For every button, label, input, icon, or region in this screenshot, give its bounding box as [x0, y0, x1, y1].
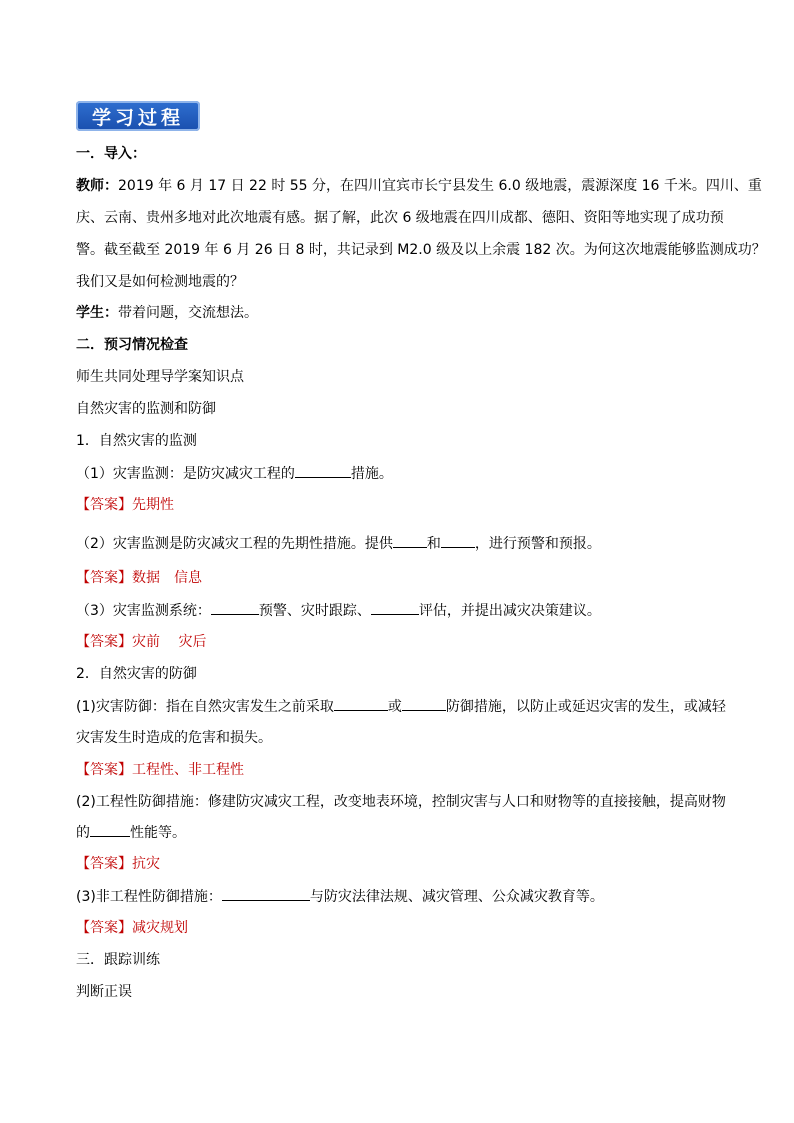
answer-tag: 【答案】 — [76, 497, 132, 513]
question-6-text-b: 与防灾法律法规、减灾管理、公众减灾教育等。 — [309, 889, 604, 905]
preview-line-2: 自然灾害的监测和防御 — [76, 401, 216, 417]
answer-blank — [295, 463, 351, 478]
answer-blank — [371, 600, 419, 615]
section-badge — [76, 101, 200, 131]
answer-3-value: 灾前 灾后 — [132, 634, 207, 650]
answer-blank — [90, 822, 130, 837]
question-3 — [76, 600, 601, 621]
question-3-text-b: 预警、灾时跟踪、 — [258, 603, 371, 619]
heading-intro: 一．导入： — [76, 146, 146, 162]
teacher-label: 教师： — [76, 178, 118, 194]
student-text: 带着问题，交流想法。 — [118, 305, 258, 321]
answer-blank — [222, 886, 310, 901]
teacher-paragraph-line-4: 我们又是如何检测地震的？ — [76, 274, 244, 290]
answer-1 — [76, 495, 174, 515]
question-2-text-c: ，进行预警和预报。 — [474, 536, 601, 552]
question-5-line-1: (2)工程性防御措施：修建防灾减灾工程，改变地表环境，控制灾害与人口和财物等的直接接触，提高财物 — [76, 794, 726, 810]
teacher-paragraph-line-2: 庆、云南、贵州多地对此次地震有感。据了解，此次 6 级地震在四川成都、德阳、资阳等地实现了成功预 — [76, 210, 724, 226]
answer-5-value: 抗灾 — [132, 856, 160, 872]
answer-5 — [76, 854, 160, 874]
answer-2-value: 数据 信息 — [132, 570, 202, 586]
follow-up-line-1: 判断正误 — [76, 984, 132, 1000]
question-4-text-c: 防御措施，以防止或延迟灾害的发生，或减轻 — [445, 699, 726, 715]
question-6-text-a: (3)非工程性防御措施： — [76, 889, 222, 905]
answer-2 — [76, 568, 202, 588]
answer-blank — [441, 533, 475, 548]
question-2-text-b: 和 — [426, 536, 441, 552]
question-4-line-2: 灾害发生时造成的危害和损失。 — [76, 730, 272, 746]
question-1 — [76, 463, 393, 484]
heading-follow-up: 三．跟踪训练 — [76, 952, 160, 968]
section-badge-label: 学习过程 — [91, 107, 184, 129]
answer-blank — [402, 696, 446, 711]
question-5-text-b: 的 — [76, 825, 90, 841]
answer-blank — [334, 696, 388, 711]
answer-1-value: 先期性 — [132, 497, 174, 513]
answer-4-value: 工程性、非工程性 — [132, 762, 244, 778]
answer-tag: 【答案】 — [76, 856, 132, 872]
question-1-text-a: （1）灾害监测：是防灾减灾工程的 — [76, 466, 295, 482]
answer-4 — [76, 760, 244, 780]
question-5-line-2 — [76, 822, 186, 843]
answer-6 — [76, 918, 188, 938]
answer-6-value: 减灾规划 — [132, 920, 188, 936]
question-4-text-b: 或 — [387, 699, 402, 715]
answer-tag: 【答案】 — [76, 762, 132, 778]
answer-3 — [76, 632, 206, 652]
question-3-text-c: 评估，并提出减灾决策建议。 — [418, 603, 601, 619]
question-2 — [76, 533, 601, 554]
question-5-text-c: 性能等。 — [130, 825, 186, 841]
question-3-text-a: （3）灾害监测系统： — [76, 603, 211, 619]
question-2-text-a: （2）灾害监测是防灾减灾工程的先期性措施。提供 — [76, 536, 393, 552]
answer-blank — [211, 600, 259, 615]
student-paragraph — [76, 303, 258, 323]
student-label: 学生： — [76, 305, 118, 321]
point-monitoring: 1．自然灾害的监测 — [76, 433, 197, 449]
answer-tag: 【答案】 — [76, 570, 132, 586]
answer-tag: 【答案】 — [76, 634, 132, 650]
preview-line-1: 师生共同处理导学案知识点 — [76, 369, 244, 385]
point-defense: 2．自然灾害的防御 — [76, 666, 197, 682]
teacher-paragraph-line-3: 警。截至截至 2019 年 6 月 26 日 8 时，共记录到 M2.0 级及以上余震 182 次。为何这次地震能够监测成功？ — [76, 242, 766, 258]
answer-blank — [393, 533, 427, 548]
teacher-text-1: 2019 年 6 月 17 日 22 时 55 分，在四川宜宾市长宁县发生 6.0 级地震，震源深度 16 千米。四川、重 — [118, 178, 762, 194]
teacher-paragraph-line-1 — [76, 176, 762, 196]
answer-tag: 【答案】 — [76, 920, 132, 936]
heading-preview-check: 二．预习情况检查 — [76, 337, 188, 353]
question-1-text-b: 措施。 — [350, 466, 393, 482]
question-4-line-1 — [76, 696, 726, 717]
question-6 — [76, 886, 604, 907]
question-4-text-a: (1)灾害防御：指在自然灾害发生之前采取 — [76, 699, 334, 715]
